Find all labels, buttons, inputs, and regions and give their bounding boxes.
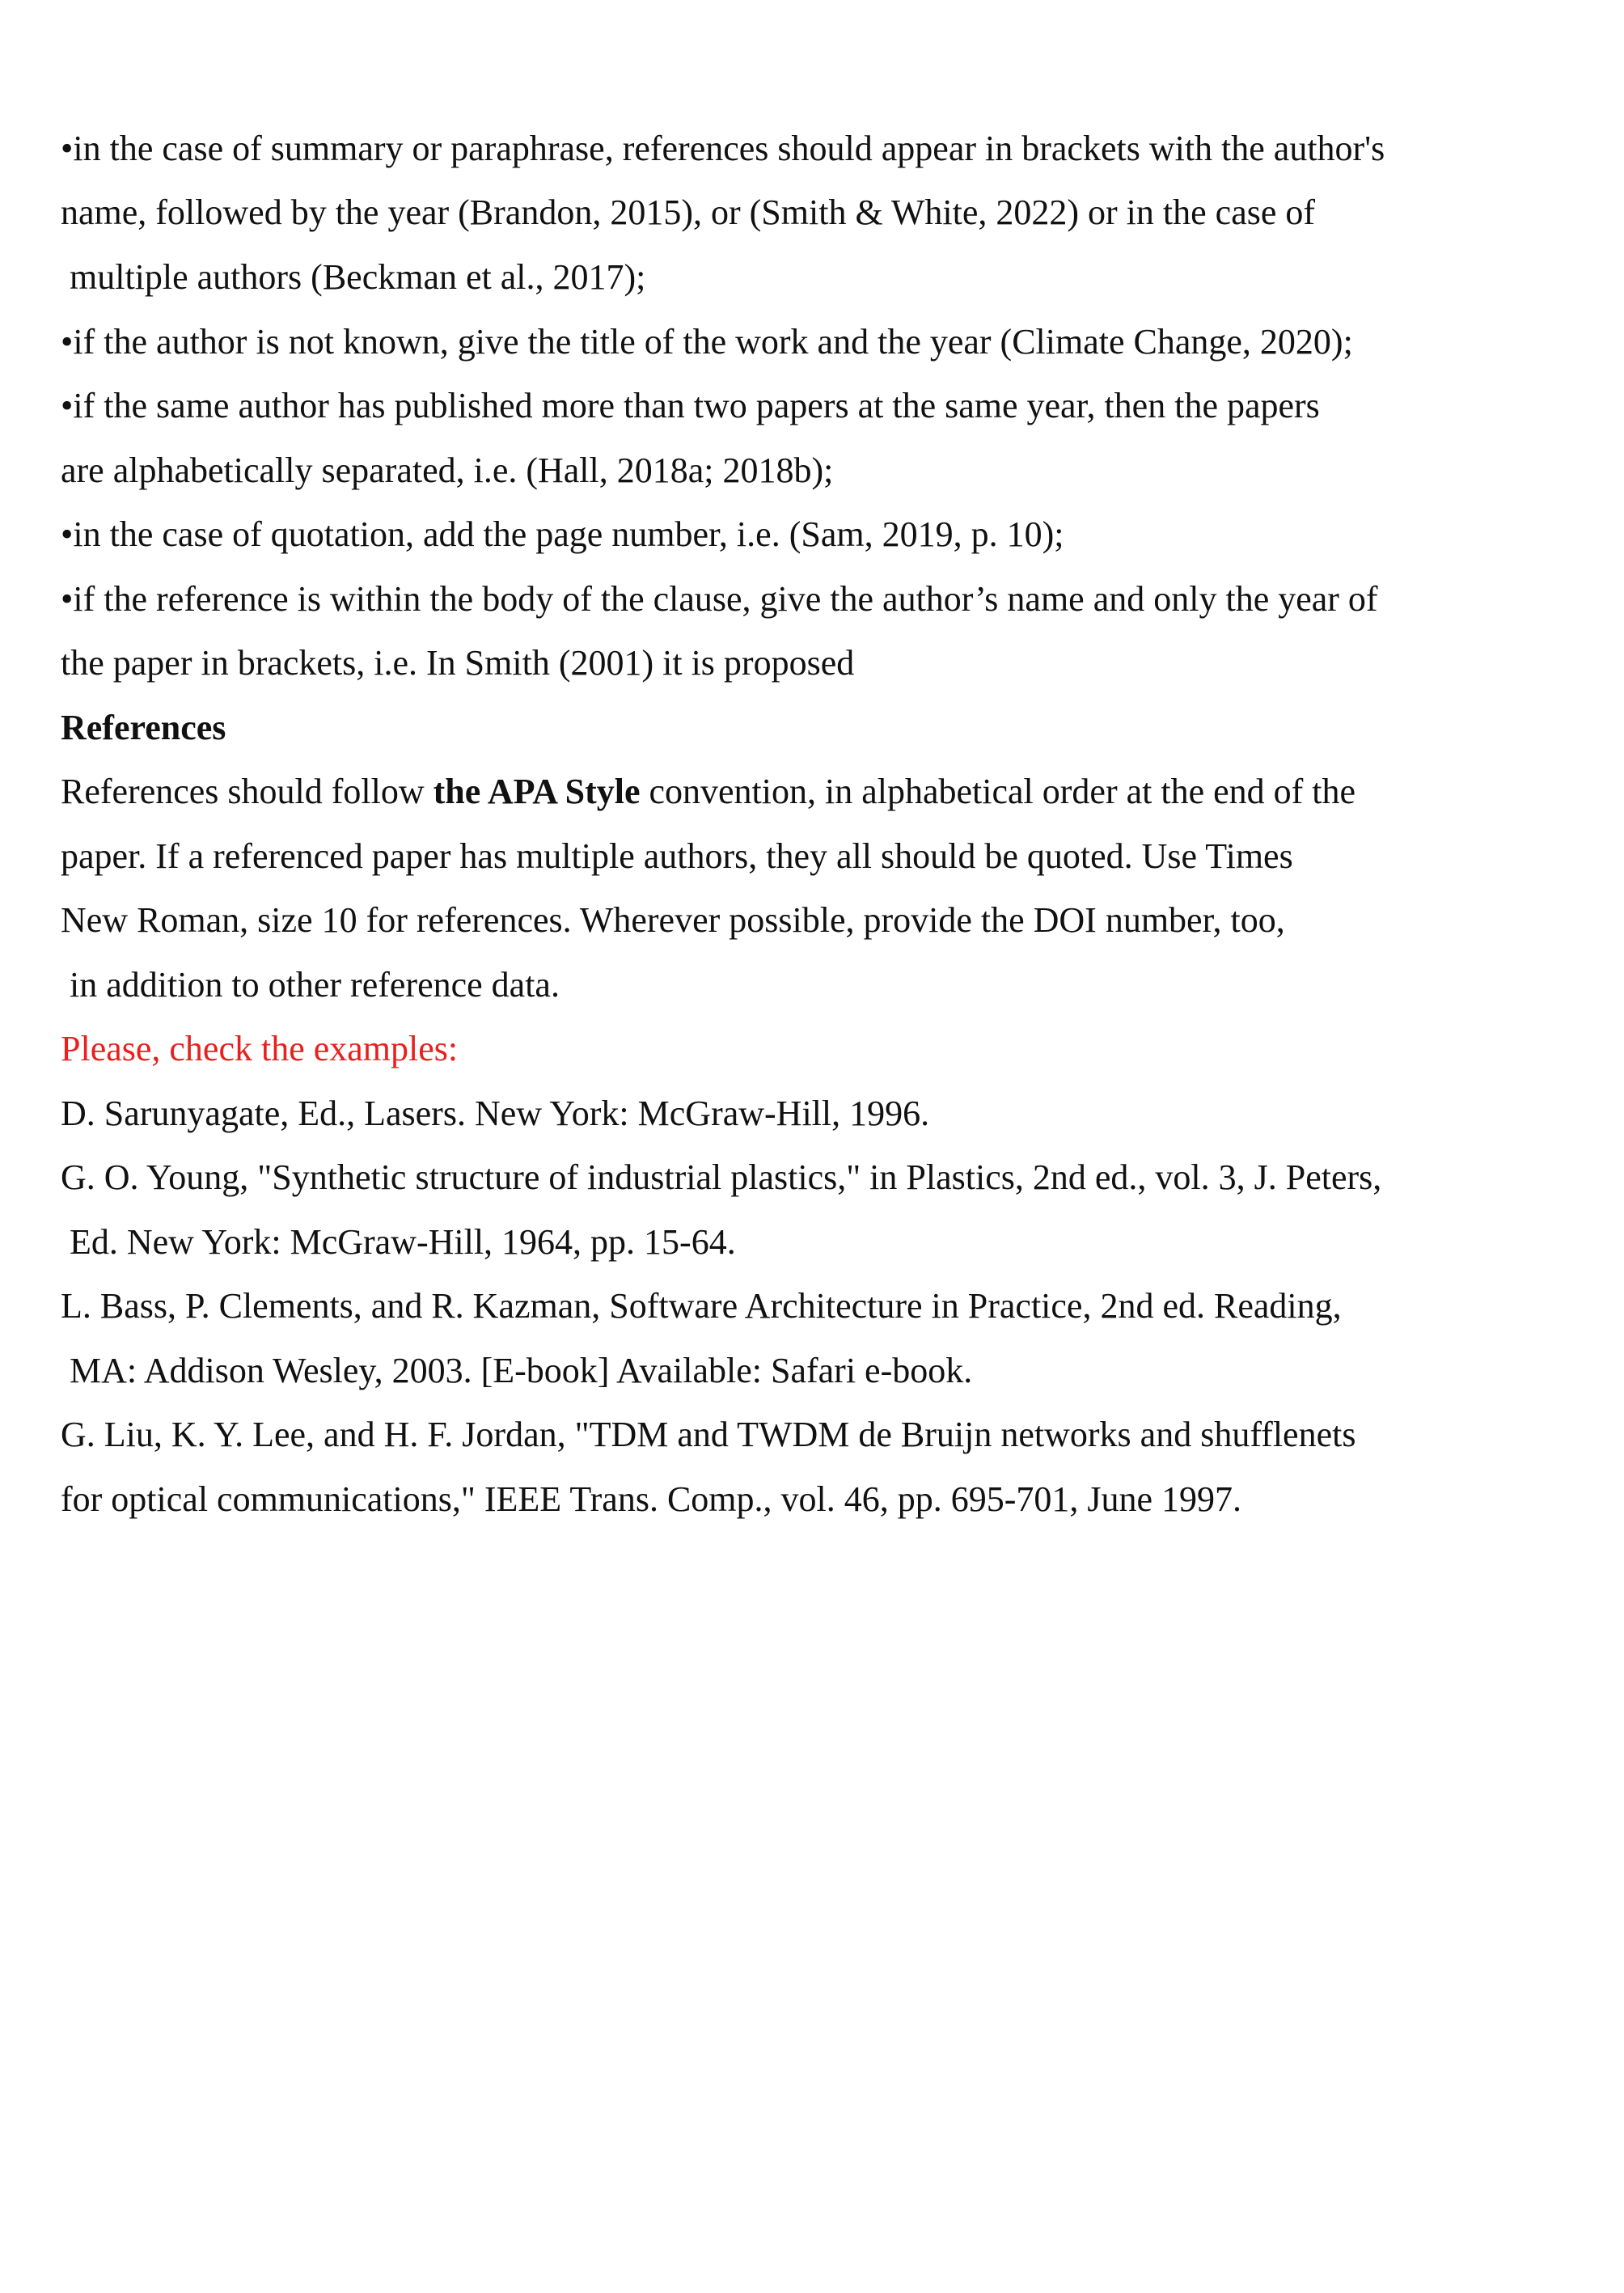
citation-rule-line: are alphabetically separated, i.e. (Hall, 2018a; 2018b);: [61, 451, 834, 490]
references-intro-prefix: References should follow: [61, 772, 433, 811]
example-reference: G. Liu, K. Y. Lee, and H. F. Jordan, "TDM and TWDM de Bruijn networks and shufflenets: [61, 1415, 1356, 1454]
example-reference: G. O. Young, "Synthetic structure of industrial plastics," in Plastics, 2nd ed., vol. 3, J. Peters,: [61, 1157, 1382, 1197]
references-paragraph-line: paper. If a referenced paper has multiple authors, they all should be quoted. Use Times: [61, 836, 1293, 876]
references-intro-suffix: convention, in alphabetical order at the end of the: [640, 772, 1356, 811]
example-reference: for optical communications," IEEE Trans. Comp., vol. 46, pp. 695-701, June 1997.: [61, 1479, 1242, 1519]
examples-label: Please, check the examples:: [61, 1029, 459, 1068]
apa-style-emphasis: the APA Style: [433, 772, 641, 811]
citation-rule-line: •in the case of summary or paraphrase, references should appear in brackets with the author's: [61, 129, 1385, 168]
example-reference: D. Sarunyagate, Ed., Lasers. New York: McGraw-Hill, 1996.: [61, 1094, 930, 1133]
citation-rule-line: •if the author is not known, give the title of the work and the year (Climate Change, 2020);: [61, 322, 1353, 362]
references-paragraph-line: New Roman, size 10 for references. Wherever possible, provide the DOI number, too,: [61, 900, 1285, 940]
citation-rule-line: •if the reference is within the body of the clause, give the author’s name and only the year of: [61, 579, 1378, 619]
example-reference: Ed. New York: McGraw-Hill, 1964, pp. 15-64.: [70, 1222, 736, 1262]
citation-rule-line: name, followed by the year (Brandon, 2015), or (Smith & White, 2022) or in the case of: [61, 192, 1316, 232]
example-reference: MA: Addison Wesley, 2003. [E-book] Available: Safari e-book.: [70, 1351, 973, 1390]
citation-rule-line: the paper in brackets, i.e. In Smith (2001) it is proposed: [61, 643, 855, 683]
example-reference: L. Bass, P. Clements, and R. Kazman, Software Architecture in Practice, 2nd ed. Reading,: [61, 1286, 1342, 1326]
citation-rule-line: •in the case of quotation, add the page number, i.e. (Sam, 2019, p. 10);: [61, 514, 1064, 554]
references-intro: [61, 768, 1355, 816]
references-paragraph-line: in addition to other reference data.: [70, 965, 560, 1005]
citation-rule-line: •if the same author has published more than two papers at the same year, then the papers: [61, 386, 1320, 425]
references-heading: References: [61, 708, 226, 747]
citation-rule-line: multiple authors (Beckman et al., 2017);: [70, 257, 646, 297]
